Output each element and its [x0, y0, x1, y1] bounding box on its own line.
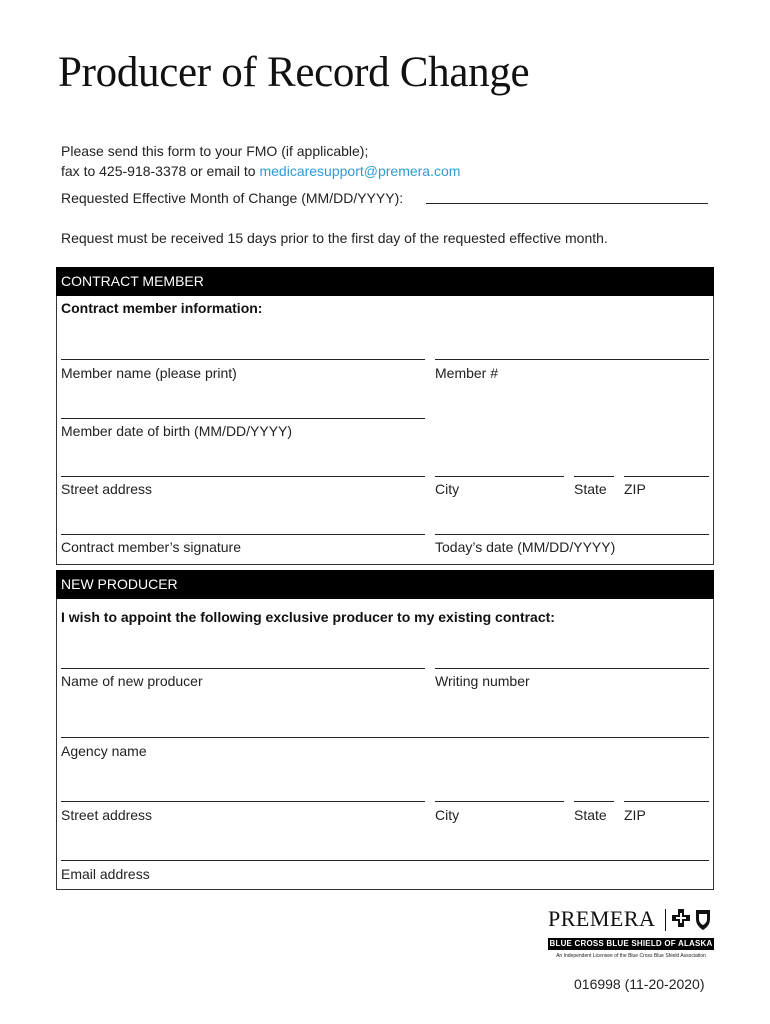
member-dob-label: Member date of birth (MM/DD/YYYY)	[61, 423, 293, 439]
producer-zip-label: ZIP	[624, 807, 646, 823]
producer-street-label: Street address	[61, 807, 153, 823]
member-state-label: State	[574, 481, 607, 497]
member-street-label: Street address	[61, 481, 153, 497]
notice-text: Request must be received 15 days prior to the first day of the requested effective month.	[61, 230, 608, 246]
producer-email-label: Email address	[61, 866, 150, 882]
producer-city-field[interactable]	[435, 801, 564, 802]
producer-name-field[interactable]	[61, 668, 425, 669]
producer-email-field[interactable]	[61, 860, 709, 861]
member-state-field[interactable]	[574, 476, 614, 477]
premera-logo	[548, 906, 714, 962]
producer-city-label: City	[435, 807, 460, 823]
form-code: 016998 (11-20-2020)	[574, 976, 705, 992]
cross-shield-icon	[670, 908, 714, 932]
instructions-line2-prefix: fax to 425-918-3378 or email to	[61, 163, 260, 179]
member-number-field[interactable]	[435, 359, 709, 360]
page-title: Producer of Record Change	[58, 49, 530, 96]
logo-tagline: BLUE CROSS BLUE SHIELD OF ALASKA	[549, 939, 713, 948]
signature-label: Contract member’s signature	[61, 539, 242, 555]
logo-license-text: An Independent Licensee of the Blue Cross Blue Shield Association	[556, 953, 706, 959]
new-producer-header: NEW PRODUCER	[56, 570, 714, 599]
today-date-label: Today’s date (MM/DD/YYYY)	[435, 539, 616, 555]
member-zip-label: ZIP	[624, 481, 646, 497]
producer-zip-field[interactable]	[624, 801, 709, 802]
member-name-field[interactable]	[61, 359, 425, 360]
producer-name-label: Name of new producer	[61, 673, 203, 689]
new-producer-intro: I wish to appoint the following exclusive producer to my existing contract:	[61, 609, 555, 625]
producer-state-field[interactable]	[574, 801, 614, 802]
agency-name-field[interactable]	[61, 737, 709, 738]
contract-member-intro: Contract member information:	[61, 300, 263, 316]
effective-month-field[interactable]	[426, 203, 708, 204]
member-number-label: Member #	[435, 365, 499, 381]
member-dob-field[interactable]	[61, 418, 425, 419]
member-name-label: Member name (please print)	[61, 365, 237, 381]
contract-member-header: CONTRACT MEMBER	[56, 267, 714, 296]
logo-wordmark: PREMERA	[548, 906, 656, 931]
member-city-label: City	[435, 481, 460, 497]
agency-name-label: Agency name	[61, 743, 147, 759]
instructions-line1: Please send this form to your FMO (if applicable);	[61, 143, 369, 159]
logo-divider	[665, 909, 666, 931]
email-link[interactable]: medicaresupport@premera.com	[259, 163, 461, 179]
member-street-field[interactable]	[61, 476, 425, 477]
producer-street-field[interactable]	[61, 801, 425, 802]
writing-number-field[interactable]	[435, 668, 709, 669]
effective-month-label: Requested Effective Month of Change (MM/DD/YYYY):	[61, 190, 404, 206]
member-city-field[interactable]	[435, 476, 564, 477]
signature-field[interactable]	[61, 534, 425, 535]
writing-number-label: Writing number	[435, 673, 530, 689]
instructions-line2	[61, 163, 460, 179]
today-date-field[interactable]	[435, 534, 709, 535]
member-zip-field[interactable]	[624, 476, 709, 477]
producer-state-label: State	[574, 807, 607, 823]
